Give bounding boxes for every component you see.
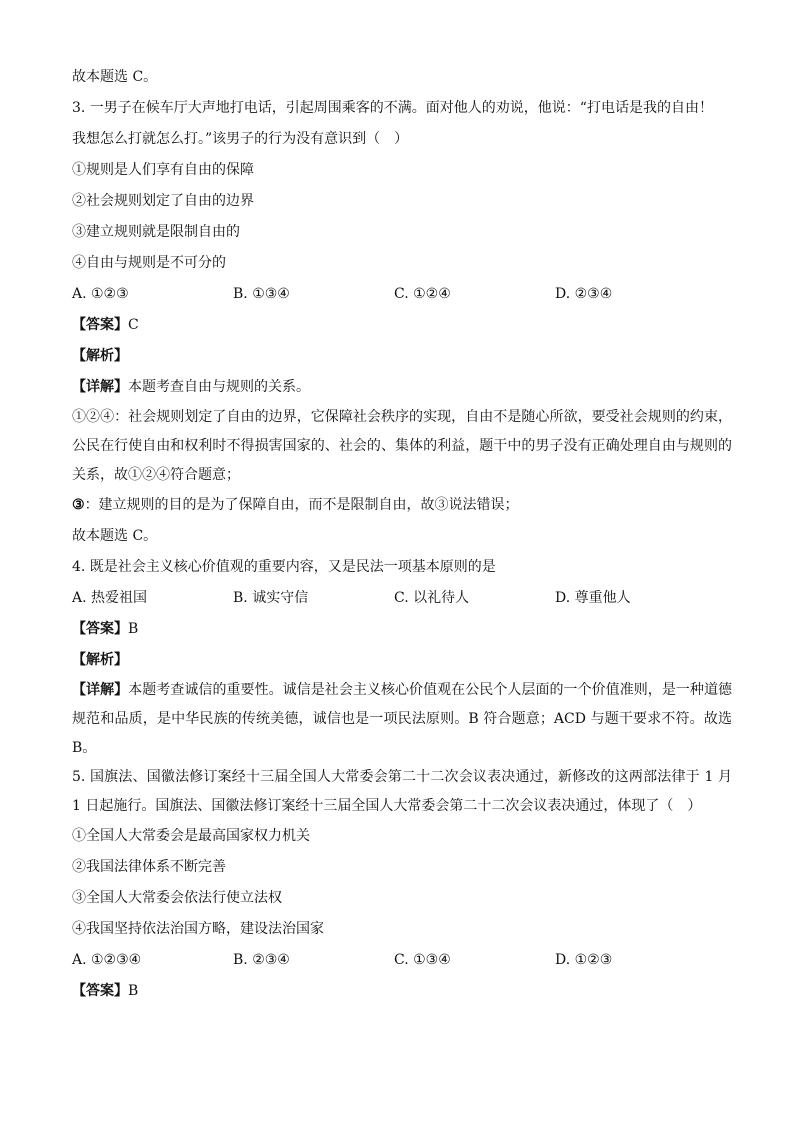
q3-option-a: A. ①②③: [72, 286, 129, 302]
q4-option-b: B. 诚实守信: [233, 590, 309, 606]
q3-explanation-2-text: ：建立规则的目的是为了保障自由，而不是限制自由，故③说法错误；: [84, 497, 519, 513]
q5-stem: 5. 国旗法、国徽法修订案经十三届全国人大常委会第二十二次会议表决通过，新修改的这两部法律于 1 月 1 日起施行。国旗法、国徽法修订案经十三届全国人大常委会第二十二次会议表决通过，体现了（ ）: [72, 769, 732, 814]
q3-answer: [72, 310, 732, 341]
q4-detail-label: 【详解】: [72, 682, 129, 698]
q5-answer-label: 【答案】: [72, 983, 128, 999]
q5-option-b: B. ②③④: [233, 952, 290, 968]
q3-stem-line2: 我想怎么打就怎么打。”该男子的行为没有意识到（ ）: [72, 131, 409, 147]
q5-answer: [72, 976, 732, 1007]
q5-option-a: A. ①②③④: [72, 952, 142, 968]
q5-options: [72, 945, 732, 976]
q4-answer: [72, 614, 732, 645]
q3-statement-4: ④自由与规则是不可分的: [72, 255, 226, 271]
q3-detail-label: 【详解】: [72, 379, 128, 395]
q3-options: [72, 279, 732, 310]
q5-option-c: C. ①③④: [394, 952, 451, 968]
q5-statement-2: ②我国法律体系不断完善: [72, 859, 226, 875]
q3-answer-value: C: [128, 317, 139, 333]
q3-statement-1: ①规则是人们享有自由的保障: [72, 162, 254, 178]
q4-answer-value: B: [128, 621, 139, 637]
q5-statement-3: ③全国人大常委会依法行使立法权: [72, 890, 282, 906]
q3-conclusion: 故本题选 C。: [72, 528, 158, 544]
q3-detail-text: 本题考查自由与规则的关系。: [128, 379, 310, 395]
q3-option-d: D. ②③④: [555, 286, 613, 302]
q3-option-b: B. ①③④: [233, 286, 290, 302]
q3-detail: [72, 372, 732, 403]
q4-option-d: D. 尊重他人: [555, 590, 631, 606]
q4-stem: 4. 既是社会主义核心价值观的重要内容，又是民法一项基本原则的是: [72, 559, 496, 575]
q5-statement-1: ①全国人大常委会是最高国家权力机关: [72, 828, 310, 844]
q5-option-d: D. ①②③: [555, 952, 613, 968]
q2-conclusion: 故本题选 C。: [72, 69, 158, 85]
q4-analysis-label: 【解析】: [72, 652, 128, 668]
q3-stem-line1: 3. 一男子在候车厅大声地打电话，引起周围乘客的不满。面对他人的劝说，他说：“打电话是我的自由！: [72, 100, 713, 116]
q5-statement-4: ④我国坚持依法治国方略，建设法治国家: [72, 921, 324, 937]
q4-option-c: C. 以礼待人: [394, 590, 470, 606]
q4-options: [72, 583, 732, 614]
q3-option-c: C. ①②④: [394, 286, 451, 302]
q4-answer-label: 【答案】: [72, 621, 128, 637]
q3-explanation-1: ①②④：社会规则划定了自由的边界，它保障社会秩序的实现，自由不是随心所欲，要受社会规则的约束，公民在行使自由和权利时不得损害国家的、社会的、集体的利益，题干中的男子没有正确处理自由与规则的关系，故①②④符合题意；: [72, 409, 732, 483]
q3-statement-2: ②社会规则划定了自由的边界: [72, 193, 254, 209]
document-page: [72, 62, 732, 1007]
q3-explanation-2: [72, 490, 732, 521]
q4-option-a: A. 热爱祖国: [72, 590, 148, 606]
q3-analysis-label: 【解析】: [72, 348, 128, 364]
q3-explanation-2-mark: ③: [72, 497, 85, 513]
q3-statement-3: ③建立规则就是限制自由的: [72, 224, 240, 240]
q3-answer-label: 【答案】: [72, 317, 128, 333]
q5-answer-value: B: [128, 983, 139, 999]
q4-detail-text: 本题考查诚信的重要性。诚信是社会主义核心价值观在公民个人层面的一个价值准则，是一种道德规范和品质，是中华民族的传统美德，诚信也是一项民法原则。B 符合题意；ACD 与题干要求不符。故选 B。: [72, 682, 733, 756]
q4-detail: [72, 676, 732, 763]
